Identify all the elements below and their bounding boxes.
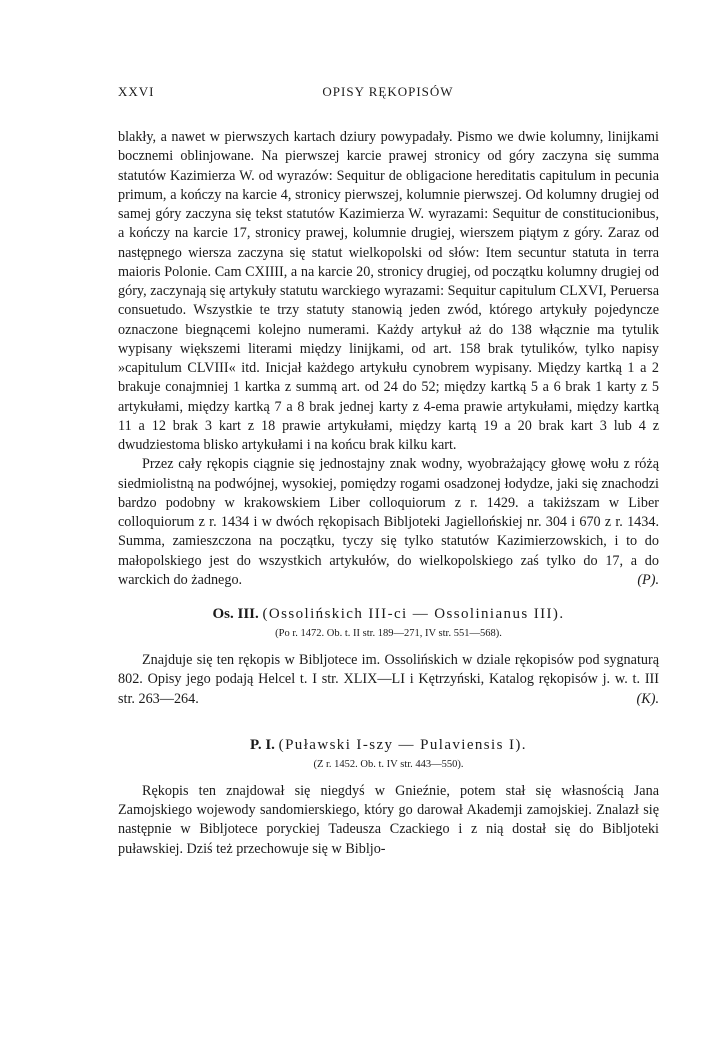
page-number: XXVI — [118, 84, 155, 99]
author-signature-k: (K). — [636, 690, 659, 707]
paragraph-continuation: blakły, a nawet w pierwszych kartach dziury powypadały. Pismo we dwie kolumny, linijkami bocznemi oblinjowane. Na pierwszej karcie prawej stronicy od góry zaczyna się summa statutów Kazimierza W. od wyrazów: Sequitur de obligacione hereditatis capitulum in pecunia primum, a kończy na karcie 4, stronicy pierwszej, kolumnie pierwszej. Od kolumny drugiej od samej góry zaczyna się tekst statutów Kazimierza W. wyrazami: Sequitur de constitucionibus, a kończy na karcie 17, stronicy prawej, kolumnie drugiej, wierszem piątym z góry. Zaraz od następnego wiersza zaczyna się statut wielkopolski od słów: Item secuntur statuta in terra maioris Polonie. Cam CXIIII, a na karcie 20, stronicy drugiej, od początku kolumny drugiej od góry, zaczynają się artykuły statutu warckiego wyrazami: Sequitur capitulum CLXVI, Peruersa consuetudo. Wszystkie te trzy statuty stanowią jeden zwód, którego artykuły pojedyncze oznaczone biegnącemi kolejno numerami. Każdy artykuł aż do 138 włącznie ma tytulik wypisany większemi literami między linijkami, od art. 158 brak tytulików, tylko napisy »capitulum CLVIII« itd. Inicjał każdego artykułu cynobrem wypisany. Między kartką 1 a 2 brakuje conajmniej 1 kartka z summą art. od 24 do 52; między kartką 5 a 6 brak 1 karty z 5 artykułami, między kartką 7 a 8 brak jednej karty z 4-ema prawie artykułami, między kartką 11 a 12 brak 3 kart z 18 prawie artykułami, między kartą 19 a 20 brak kart 3 lub 4 z dwudziestoma blisko artykułami i na końcu brak kilku kart. — [118, 129, 659, 453]
page-body — [118, 128, 659, 859]
section-text-p1: Rękopis ten znajdował się niegdyś w Gnieźnie, potem stał się własnością Jana Zamojskiego wojewody sandomierskiego, który go darował Akademji zamojskiej. Znalazł się następnie w Bibljotece poryckiej Tadeusza Czackiego i z nią dostał się do Bibljoteki puławskiej. Dziś też przechowuje się w Bibljo- — [118, 782, 659, 857]
section-reference: (Z r. 1452. Ob. t. IV str. 443—550). — [313, 758, 464, 770]
running-title: OPISY RĘKOPISÓW — [322, 84, 454, 99]
section-siglum: Os. III. — [212, 606, 259, 622]
author-signature-p: (P). — [637, 571, 659, 588]
section-title: (Ossolińskich III-ci — Ossolinianus III). — [262, 606, 565, 622]
section-text: Znajduje się ten rękopis w Bibljotece im. Ossolińskich w dziale rękopisów pod sygnaturą 802. Opisy jego podają Helcel t. I str. XLIX—LI i Kętrzyński, Katalog rękopisów j. w. t. III str. 263—264. — [118, 652, 659, 707]
running-header — [118, 84, 658, 104]
section-text-os3 — [118, 651, 659, 709]
section-heading-os3 — [118, 604, 659, 624]
section-reference: (Po r. 1472. Ob. t. II str. 189—271, IV str. 551—568). — [275, 628, 502, 639]
section-title: (Puławski I-szy — Pulaviensis I). — [278, 736, 527, 753]
paragraph-watermark-text: Przez cały rękopis ciągnie się jednostajny znak wodny, wyobrażający głowę wołu z różą siedmiolistną na podwójnej, wysokiej, pomiędzy rogami osadzonej łodydze, jaki się znachodzi bardzo podobny w krakowskiem Liber colloquiorum z r. 1429. a takiższam w Liber colloquiorum z r. 1434 i w dwóch rękopisach Bibljoteki Jagiellońskiej nr. 304 i 670 z r. 1434. Summa, zamieszczona na początku, tyczy się tylko statutów Kazimierzowskich, i to do małopolskiego jest do wszystkich artykułów, do wielkopolskiego zaś tylko do 17, a do warckich do żadnego. — [118, 456, 659, 588]
section-siglum: P. I. — [250, 736, 275, 753]
paragraph-watermark — [118, 455, 659, 590]
section-heading-p1 — [118, 735, 659, 755]
